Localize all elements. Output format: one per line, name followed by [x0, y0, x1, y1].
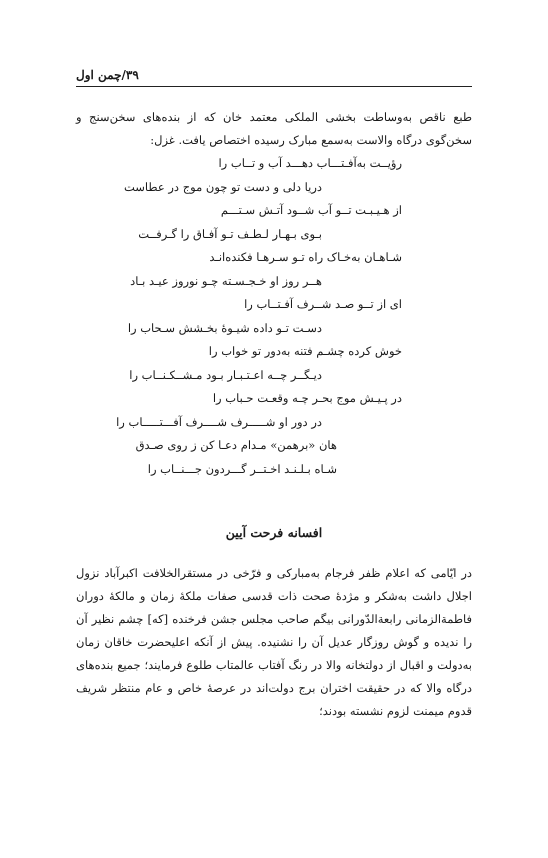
- section-heading: افسانه فرحت آیین: [225, 525, 323, 540]
- verse-line: در دور او شـــــرف شــــرف آفـــتـــــاب را: [116, 414, 322, 429]
- verse-line: از هـیـبـت تــو آب شــود آتـش سـتـــم: [220, 203, 402, 217]
- verse-line: هان «برهمن» مـدام دعـا کن ز روی صـدق: [135, 438, 337, 452]
- verse-line: شـاهـان به‌خـاک راه تـو سـرهـا فکنده‌انـد: [209, 250, 402, 264]
- verse-line: دسـت تـو داده شیـوۀ بخـشش سـحاب را: [127, 320, 322, 335]
- verse-line: بـوی بـهـار لـطـف تـو آفـاق را گـرفــت: [138, 226, 322, 241]
- verse-line: هــر روز او خـجـسـته چـو نوروز عیـد بـاد: [130, 273, 322, 288]
- section-body-paragraph: در ایّامی که اعلام ظفر فرجام به‌مبارکی و فرّخی در مستقرالخلافت اکبرآباد نزول اجلال داشت به‌شکر و مژدۀ صحت ذات قدسی صفات ملکۀ زمان و مالکۀ دوران فاطمةالزمانی رابعةالدّورانی بیگم صاحب مجلس جشن فرخنده [که] چشم نظیر آن را ندیده و گوش روزگار عدیل آن را نشنیده. پیش از آنکه اعلیحضرت خاقان زمان به‌دولت و اقبال از دولتخانه والا در رنگ آفتاب عالمتاب طلوع فرمایند؛ جمیع بنده‌های درگاه والا که در حقیقت اختران برج دولت‌اند در عرصۀ خاص و عام منتظر شریف قدوم میمنت لزوم نشسته بودند؛: [76, 566, 472, 718]
- verse-line: ای از تــو صـد شــرف آفـتــاب را: [244, 297, 402, 311]
- verse-line: دیـگــر چــه اعـتـبـار بـود مـشــکـنــاب را: [129, 367, 322, 382]
- verse-line: رؤیــت به‌آفـتـــاب دهـــد آب و تــاب را: [218, 156, 402, 170]
- page-number-and-chapter: ۳۹/چمن اول: [76, 68, 139, 82]
- verse-line: شـاه بـلـنـد اخـتــر گـــردون جـــنــاب را: [147, 461, 337, 476]
- intro-paragraph: طبع ناقص به‌وساطت بخشی الملکی معتمد خان که از بنده‌های سخن‌سنج و سخن‌گوی درگاه والاست به‌سمع مبارک رسیده اختصاص یافت. غزل:: [76, 110, 472, 147]
- header-rule: [76, 86, 472, 87]
- verse-line: در پـیـش موج بحـر چـه وقعـت حـباب را: [212, 391, 402, 405]
- running-header: [76, 64, 472, 83]
- ghazal-poem: [76, 152, 472, 481]
- verse-line: دریا دلی و دست تو چون موج در عطاست: [124, 179, 322, 194]
- verse-line: خوش کرده چشـم فتنه به‌دور تو خواب را: [208, 344, 402, 358]
